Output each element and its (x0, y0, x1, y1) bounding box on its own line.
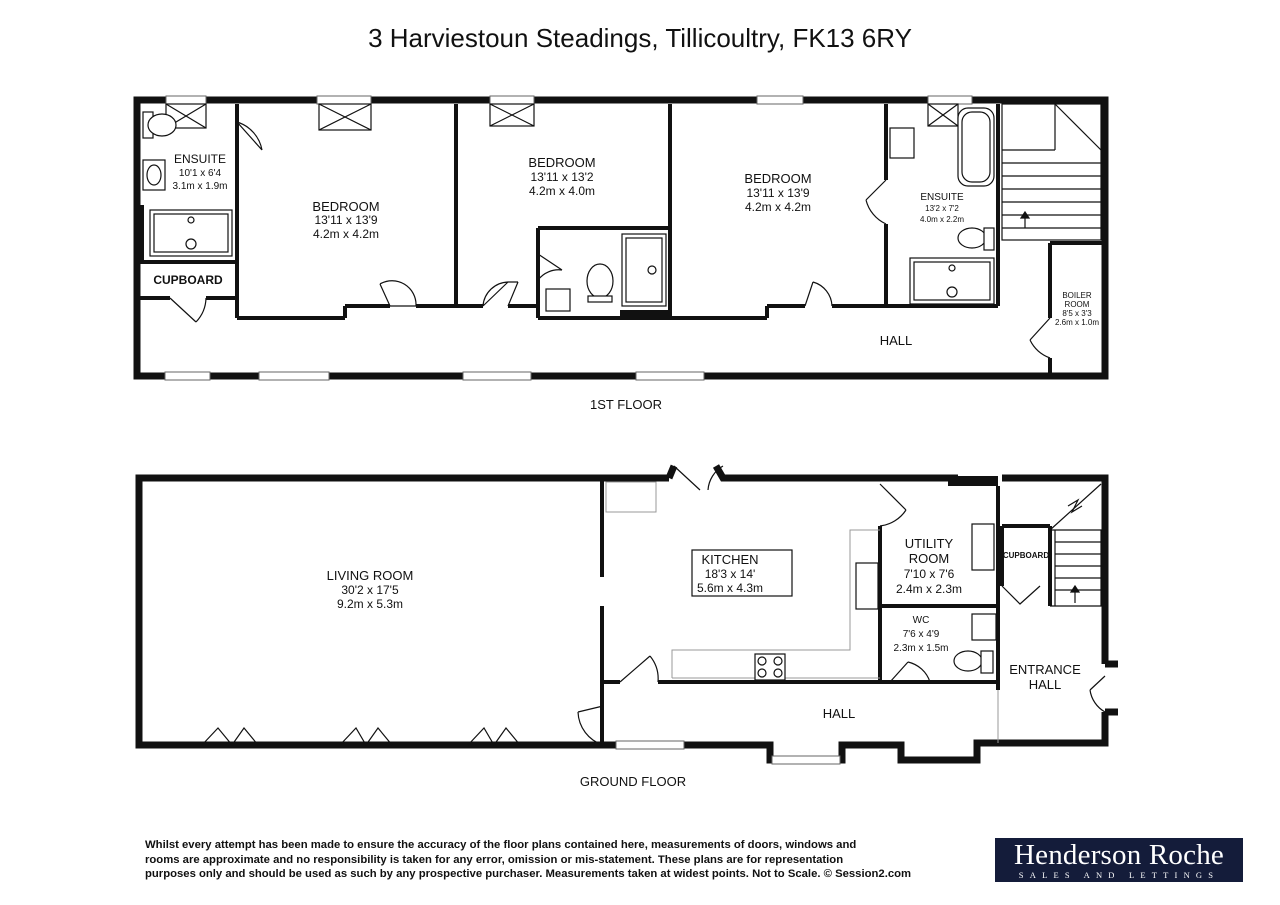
room-dimensions-metric: 2.6m x 1.0m (1054, 318, 1100, 327)
room-dimensions-imperial: 13'11 x 13'2 (530, 170, 594, 184)
wall-block (137, 205, 144, 263)
ground-floor-outer-wall (669, 466, 674, 478)
room-name-line1: UTILITY (904, 536, 954, 551)
room-dimensions-imperial: 30'2 x 17'5 (341, 583, 399, 597)
skylight (166, 104, 958, 130)
room-dimensions-metric: 2.4m x 2.3m (895, 582, 963, 596)
room-dimensions-metric: 5.6m x 4.3m (696, 581, 764, 595)
window (928, 96, 972, 104)
wall-block (620, 310, 670, 318)
room-name: WC (912, 615, 930, 626)
room-dimensions-metric: 4.0m x 2.2m (919, 215, 965, 224)
utility-sink (972, 524, 994, 570)
first-floor-plan (137, 96, 1105, 412)
room-name: ENSUITE (173, 152, 227, 166)
window (490, 96, 534, 104)
disclaimer-line: Whilst every attempt has been made to ensure the accuracy of the floor plans contained here, measurements of doors, windows and (145, 839, 857, 851)
room-name: ENSUITE (920, 192, 964, 203)
room-dimensions-metric: 4.2m x 4.2m (312, 227, 380, 241)
room-dimensions-metric: 4.2m x 4.2m (744, 200, 812, 214)
window (166, 96, 206, 104)
window (757, 96, 803, 104)
room-dimensions-imperial: 18'3 x 14' (704, 567, 756, 581)
logo-brand-name: Henderson Roche (1014, 839, 1224, 871)
room-dimensions-imperial: 7'6 x 4'9 (902, 629, 940, 640)
ground-floor-staircase (1050, 484, 1101, 606)
window (259, 372, 329, 380)
window (616, 741, 684, 749)
room-dimensions-imperial: 13'2 x 7'2 (925, 204, 959, 213)
room-name: BEDROOM (744, 171, 812, 186)
door (170, 122, 1050, 358)
room-name-line2: HALL (1028, 677, 1062, 692)
disclaimer (145, 838, 985, 882)
room-name: HALL (879, 333, 913, 348)
room-name: CUPBOARD (153, 273, 223, 287)
window (636, 372, 704, 380)
room-dimensions-imperial: 10'1 x 6'4 (178, 168, 222, 179)
floor-label: 1ST FLOOR (589, 397, 663, 412)
room-name: BEDROOM (528, 155, 596, 170)
room-dimensions-metric: 4.2m x 4.0m (528, 184, 596, 198)
wc-toilet (954, 651, 982, 671)
room-dimensions-metric: 9.2m x 5.3m (336, 597, 404, 611)
window (772, 756, 840, 764)
floor-label: GROUND FLOOR (579, 774, 687, 789)
room-dimensions-metric: 3.1m x 1.9m (172, 181, 228, 192)
disclaimer-line: purposes only and should be used as such by any prospective purchaser. Measurements taken at widest points. Not to Scale. © Session2.com (145, 868, 912, 880)
first-floor-staircase (1002, 104, 1101, 240)
window (463, 372, 531, 380)
room-name: HALL (822, 706, 856, 721)
room-name-line1: ENTRANCE (1009, 662, 1081, 677)
bathroom-fixtures (143, 108, 994, 311)
disclaimer-line: rooms are approximate and no responsibility is taken for any error, omission or mis-statement. These plans are for representation (145, 853, 844, 866)
wc-basin (972, 614, 996, 640)
room-name: CUPBOARD (1002, 551, 1050, 560)
room-dimensions-imperial: 7'10 x 7'6 (903, 567, 955, 581)
room-dimensions-metric: 2.3m x 1.5m (893, 643, 949, 654)
logo-tagline: SALES AND LETTINGS (1018, 870, 1220, 880)
room-dimensions-imperial: 8'5 x 3'3 (1062, 309, 1092, 318)
ground-floor-outer-wall (139, 466, 1105, 760)
room-name: KITCHEN (701, 552, 759, 567)
room-name-line1: BOILER (1062, 291, 1092, 300)
wc-cistern (981, 651, 993, 673)
room-name-line2: ROOM (1064, 300, 1090, 309)
wall-block (948, 476, 998, 486)
room-name: LIVING ROOM (326, 568, 414, 583)
room-name-line2: ROOM (908, 551, 950, 566)
ground-floor-outer-wall (1105, 664, 1118, 712)
window (317, 96, 371, 104)
room-dimensions-imperial: 13'11 x 13'9 (746, 186, 810, 200)
room-dimensions-imperial: 13'11 x 13'9 (314, 213, 378, 227)
ground-floor-plan (139, 466, 1118, 789)
window (165, 372, 210, 380)
agent-logo (995, 838, 1243, 882)
property-address-title: 3 Harviestoun Steadings, Tillicoultry, FK13 6RY (368, 23, 912, 53)
room-name: BEDROOM (312, 199, 380, 214)
kitchen-sink (856, 563, 878, 609)
